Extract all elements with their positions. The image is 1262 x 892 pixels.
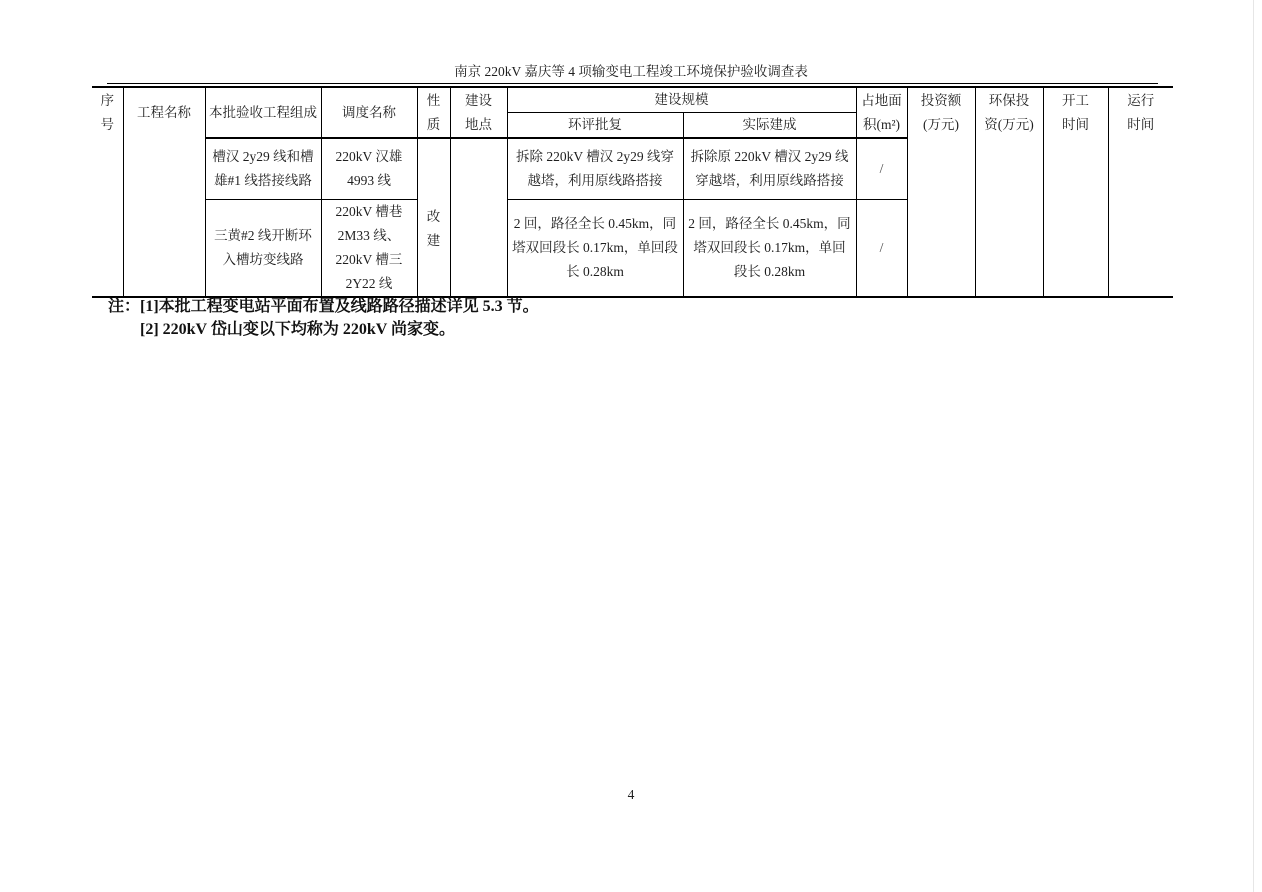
header-eia-approval: 环评批复 <box>507 113 683 139</box>
row-1-land-area: / <box>856 138 907 199</box>
row-2-dispatch-name: 220kV 槽巷 2M33 线、 220kV 槽三 2Y22 线 <box>321 199 417 297</box>
header-seq: 序 号 <box>92 87 123 297</box>
header-components: 本批验收工程组成 <box>205 87 321 138</box>
header-actual-built: 实际建成 <box>683 113 856 139</box>
row-1-dispatch-name: 220kV 汉雄 4993 线 <box>321 138 417 199</box>
header-dispatch-name: 调度名称 <box>321 87 417 138</box>
row-2-land-area: / <box>856 199 907 297</box>
row-1-components: 槽汉 2y29 线和槽 雄#1 线搭接线路 <box>205 138 321 199</box>
row-1-actual-built: 拆除原 220kV 槽汉 2y29 线 穿越塔，利用原线路搭接 <box>683 138 856 199</box>
header-start-time: 开工 时间 <box>1043 87 1108 297</box>
header-project-name: 工程名称 <box>123 87 205 297</box>
header-construction-scale: 建设规模 <box>507 87 856 113</box>
header-env-investment: 环保投 资(万元) <box>975 87 1043 297</box>
row-2-actual-built: 2 回，路径全长 0.45km，同 塔双回段长 0.17km，单回 段长 0.28km <box>683 199 856 297</box>
title-rule <box>107 83 1158 84</box>
table-title: 南京 220kV 嘉庆等 4 项输变电工程竣工环境保护验收调查表 <box>454 64 808 79</box>
note-2: [2] 220kV 岱山变以下均称为 220kV 尚家变。 <box>140 321 455 338</box>
table-notes <box>108 295 1008 341</box>
acceptance-survey-table <box>92 86 1173 298</box>
page-number: 4 <box>627 787 635 802</box>
nature-value: 改 建 <box>417 138 450 297</box>
notes-label: 注： <box>108 298 141 315</box>
note-line-1 <box>108 295 1008 318</box>
header-nature: 性 质 <box>417 87 450 138</box>
header-operation-time: 运行 时间 <box>1108 87 1173 297</box>
page-edge-divider <box>1253 0 1254 892</box>
header-location: 建设 地点 <box>450 87 507 138</box>
header-row-1 <box>92 87 1173 113</box>
row-1-eia-approval: 拆除 220kV 槽汉 2y29 线穿 越塔，利用原线路搭接 <box>507 138 683 199</box>
row-2-eia-approval: 2 回，路径全长 0.45km，同 塔双回段长 0.17km，单回段 长 0.28km <box>507 199 683 297</box>
header-land-area: 占地面 积(m²) <box>856 87 907 138</box>
note-line-2 <box>108 318 1008 341</box>
location-value <box>450 138 507 297</box>
note-1: [1]本批工程变电站平面布置及线路路径描述详见 5.3 节。 <box>140 298 539 315</box>
header-investment: 投资额 (万元) <box>907 87 975 297</box>
row-2-components: 三黄#2 线开断环 入槽坊变线路 <box>205 199 321 297</box>
